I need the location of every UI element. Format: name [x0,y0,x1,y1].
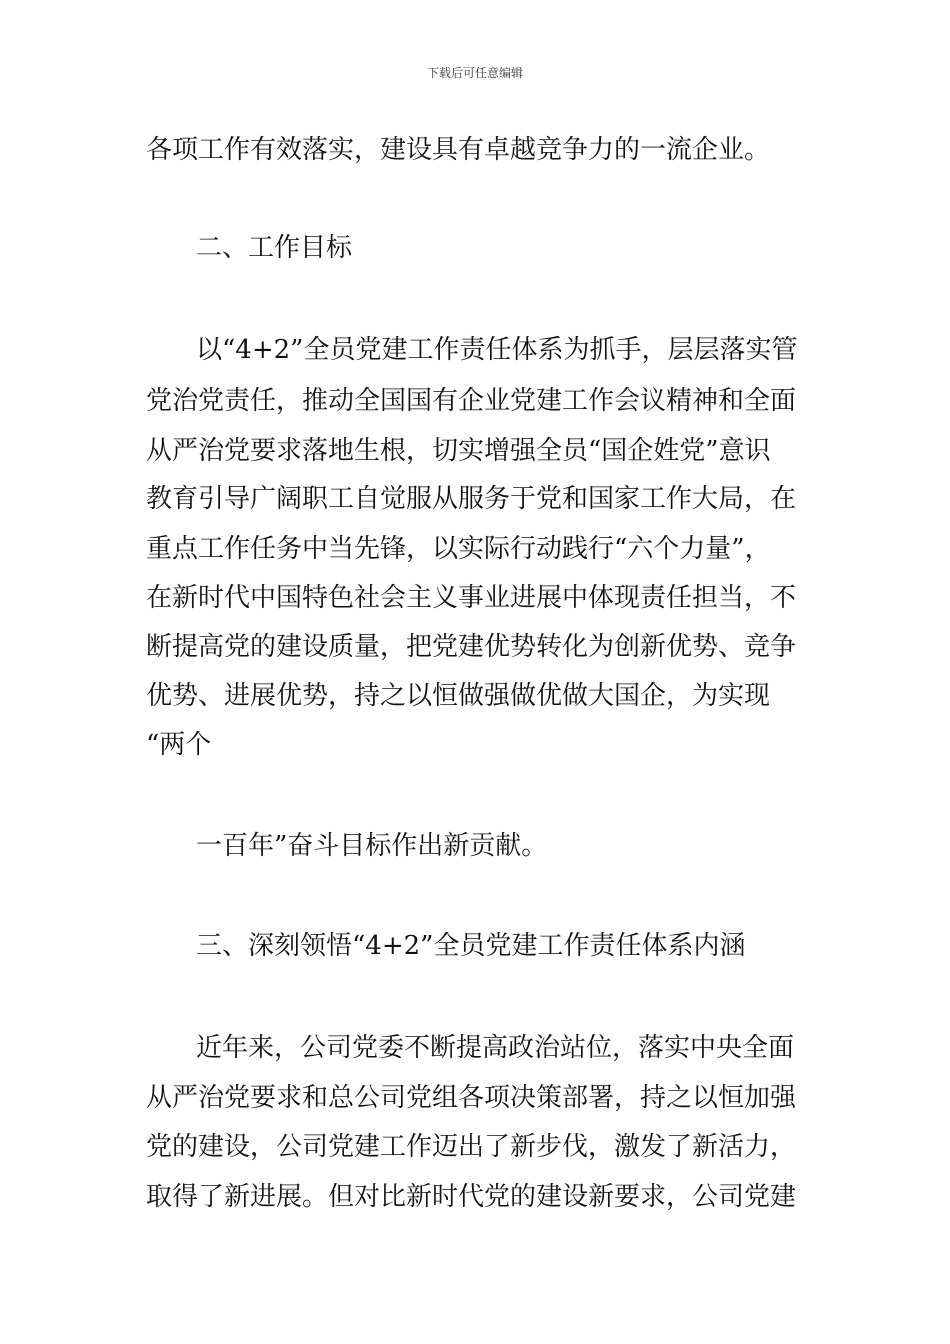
body-line: 重点工作任务中当先锋，以实际行动践行“六个力量”， [146,534,771,564]
section-heading-connotation: 三、深刻领悟“4+2”全员党建工作责任体系内涵 [196,931,746,961]
body-line: 近年来，公司党委不断提高政治站位，落实中央全面 [196,1033,795,1063]
body-line: 取得了新进展。但对比新时代党的建设新要求，公司党建 [146,1182,797,1212]
body-line: 党的建设，公司党建工作迈出了新步伐，激发了新活力， [146,1132,797,1162]
body-line: 从严治党要求和总公司党组各项决策部署，持之以恒加强 [146,1083,797,1113]
body-line: 以“4+2”全员党建工作责任体系为抓手，层层落实管 [196,335,798,365]
body-line: “两个 [146,730,212,760]
body-line: 党治党责任，推动全国国有企业党建工作会议精神和全面 [146,386,797,416]
body-line: 教育引导广阔职工自觉服从服务于党和国家工作大局，在 [146,484,797,514]
body-line: 优势、进展优势，持之以恒做强做优做大国企，为实现 [146,681,771,711]
body-line: 在新时代中国特色社会主义事业进展中体现责任担当，不 [146,583,797,613]
body-line: 各项工作有效落实，建设具有卓越竞争力的一流企业。 [146,135,771,165]
section-heading-goals: 二、工作目标 [196,233,353,263]
body-line: 断提高党的建设质量，把党建优势转化为创新优势、竞争 [146,632,797,662]
page-header: 下载后可任意编辑 [426,66,523,80]
body-line: 一百年”奋斗目标作出新贡献。 [196,831,548,861]
body-line: 从严治党要求落地生根，切实增强全员“国企姓党”意识 [146,436,771,466]
